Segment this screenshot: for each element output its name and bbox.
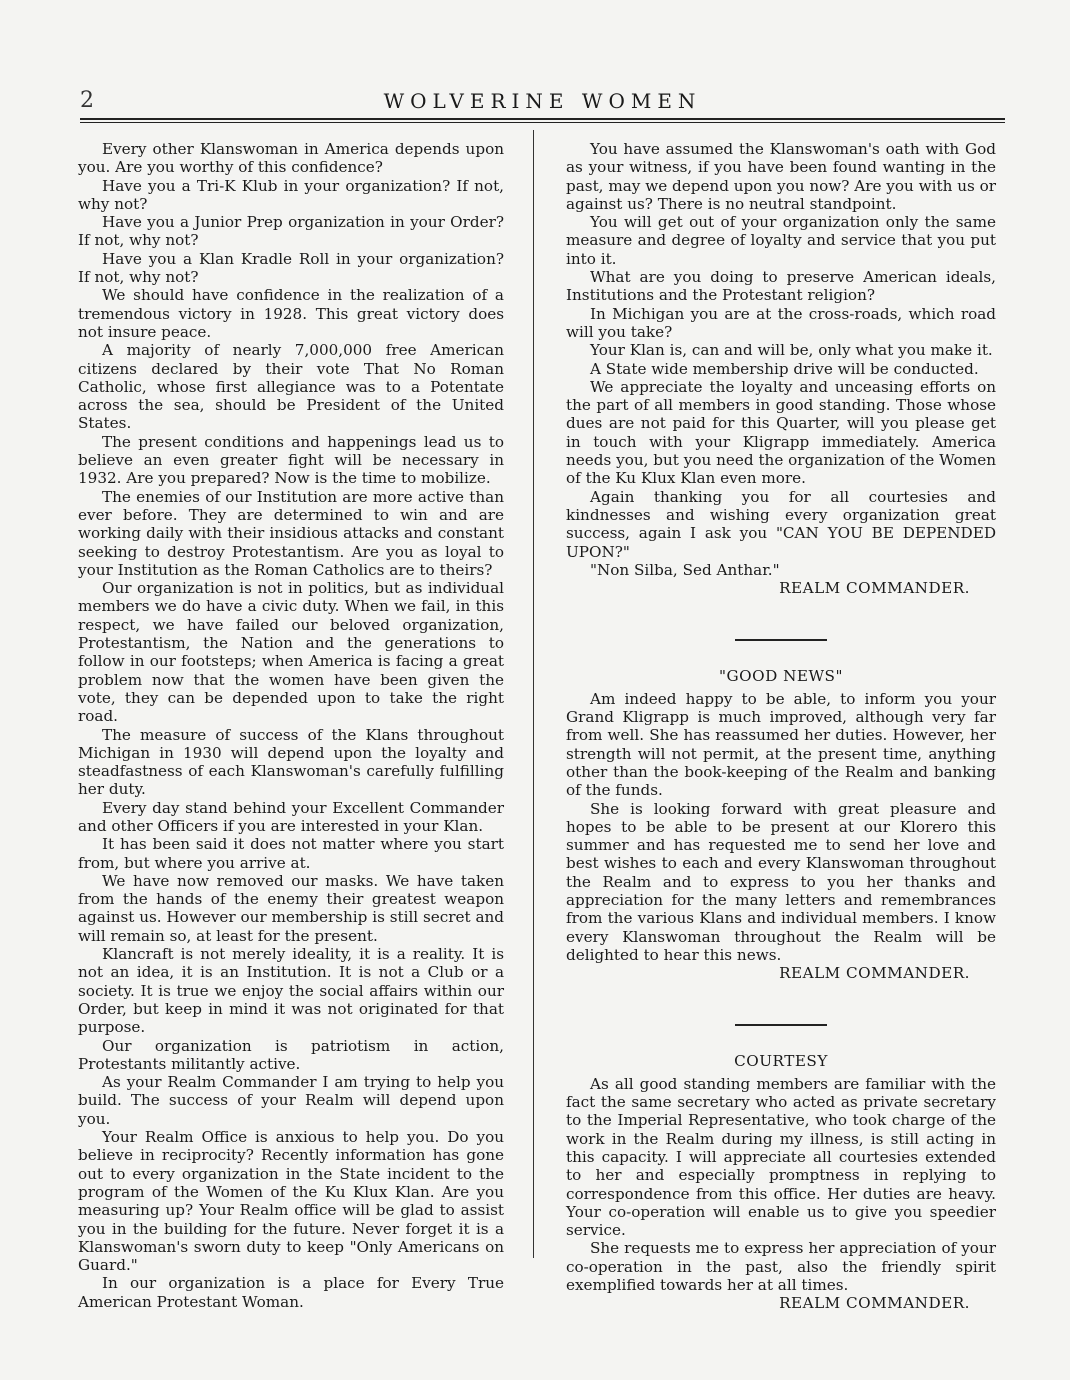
right-column — [566, 140, 996, 1313]
paragraph: We should have confidence in the realization of a tremendous victory in 1928. This great victory does not insure peace. — [78, 286, 504, 341]
paragraph: In Michigan you are at the cross-roads, which road will you take? — [566, 304, 996, 341]
paragraph: As all good standing members are familiar with the fact the same secretary who acted as private secretary to the Imperial Representative, who took charge of the work in the Realm during my illness, is still acting in this capacity. I will appreciate all courtesies extended to her and especially promptness in replying to correspondence from this office. Her duties are heavy. Your co-operation will enable us to give you speedier service. — [566, 1074, 996, 1240]
masthead-title: WOLVERINE WOMEN — [383, 89, 702, 113]
paragraph: The measure of success of the Klans throughout Michigan in 1930 will depend upon the loyalty and steadfastness of each Klanswoman's carefully fulfilling her duty. — [78, 725, 504, 799]
signature: REALM COMMANDER. — [779, 579, 970, 598]
motto: "Non Silba, Sed Anthar." — [590, 560, 780, 579]
section-divider — [735, 1024, 827, 1026]
paragraph: A State wide membership drive will be conducted. — [590, 359, 979, 378]
paragraph: Our organization is patriotism in action, Protestants militantly active. — [78, 1036, 504, 1073]
courtesy-title: COURTESY — [734, 1052, 828, 1071]
paragraph: You will get out of your organization only the same measure and degree of loyalty and service that you put into it. — [566, 213, 996, 268]
paragraph: Am indeed happy to be able, to inform you your Grand Kligrapp is much improved, although very far from well. She has reassumed her duties. However, her strength will not permit, at the present time, anything other than the book-keeping of the Realm and banking of the funds. — [566, 689, 996, 800]
column-divider — [533, 130, 534, 1258]
signature: REALM COMMANDER. — [779, 964, 970, 983]
left-column — [78, 140, 504, 1311]
good-news-title: "GOOD NEWS" — [719, 667, 843, 686]
paragraph: The enemies of our Institution are more active than ever before. They are determined to win and are working daily with their insidious attacks and constant seeking to destroy Protestantism. Are you as loyal to your Institution as the Roman Catholics are to theirs? — [78, 487, 504, 579]
paragraph: We have now removed our masks. We have taken from the hands of the enemy their greatest weapon against us. However our membership is still secret and will remain so, at least for the present. — [78, 871, 505, 945]
paragraph: Every other Klanswoman in America depends upon you. Are you worthy of this confidence? — [78, 140, 504, 177]
paragraph: Your Klan is, can and will be, only what you make it. — [590, 341, 993, 360]
paragraph: She is looking forward with great pleasure and hopes to be able to be present at our Klorero this summer and has requested me to send her love and best wishes to each and every Klanswoman throughout the Realm and to express to you her thanks and appreciation for the many letters and remembrances from the various Klans and individual members. I know every Klanswoman throughout the Realm will be delighted to hear this news. — [566, 799, 996, 964]
page-number: 2 — [80, 88, 94, 113]
paragraph: You have assumed the Klanswoman's oath with God as your witness, if you have been found wanting in the past, may we depend upon you now? Are you with us or against us? There is no neutral standpoint. — [566, 140, 996, 213]
paragraph: Every day stand behind your Excellent Commander and other Officers if you are interested in your Klan. — [78, 798, 504, 835]
paragraph: Your Realm Office is anxious to help you. Do you believe in reciprocity? Recently information has gone out to every organization in the State incident to the program of the Women of the Ku Klux Klan. Are you measuring up? Your Realm office will be glad to assist you in the building for the future. Never forget it is a Klanswoman's sworn duty to keep "Only Americans on Guard." — [78, 1128, 504, 1275]
header-rule-thin — [80, 122, 1005, 123]
paragraph: A majority of nearly 7,000,000 free American citizens declared by their vote That No Roman Catholic, whose first allegiance was to a Potentate across the sea, should be President of the United States. — [78, 341, 504, 433]
paragraph: Have you a Klan Kradle Roll in your organization? If not, why not? — [78, 249, 504, 287]
paragraph: As your Realm Commander I am trying to help you build. The success of your Realm will depend upon you. — [78, 1073, 504, 1128]
paragraph: In our organization is a place for Every True American Protestant Woman. — [78, 1274, 504, 1311]
paragraph: The present conditions and happenings lead us to believe an even greater fight will be necessary in 1932. Are you prepared? Now is the time to mobilize. — [78, 432, 504, 488]
paragraph: Klancraft is not merely ideality, it is a reality. It is not an idea, it is an Institution. It is not a Club or a society. It is true we enjoy the social affairs within our Order, but keep in mind it was not originated for that purpose. — [78, 945, 504, 1037]
paragraph: What are you doing to preserve American ideals, Institutions and the Protestant religion? — [566, 268, 996, 305]
paragraph: She requests me to express her appreciation of your co-operation in the past, also the friendly spirit exemplified towards her at all times. — [566, 1239, 996, 1295]
header-rule — [80, 118, 1005, 120]
paragraph: We appreciate the loyalty and unceasing efforts on the part of all members in good standing. Those whose dues are not paid for this Quarter, will you please get in touch with your Kligrapp immediately. America needs you, but you need the organization of the Women of the Ku Klux Klan even more. — [566, 377, 996, 488]
paragraph: Have you a Junior Prep organization in your Order? If not, why not? — [78, 213, 504, 250]
paragraph: Have you a Tri-K Klub in your organization? If not, why not? — [78, 176, 504, 213]
signature: REALM COMMANDER. — [779, 1294, 970, 1313]
paragraph: Again thanking you for all courtesies and kindnesses and wishing every organization great success, again I ask you "CAN YOU BE DEPENDED UPON?" — [566, 487, 996, 561]
paragraph: Our organization is not in politics, but as individual members we do have a civic duty. When we fail, in this respect, we have failed our beloved organization, Protestantism, the Nation and the generations to follow in our footsteps; when America is facing a great problem now that the women have been given the vote, they can be depended upon to take the right road. — [78, 579, 504, 726]
section-divider — [735, 639, 827, 641]
paragraph: It has been said it does not matter where you start from, but where you arrive at. — [78, 835, 504, 872]
